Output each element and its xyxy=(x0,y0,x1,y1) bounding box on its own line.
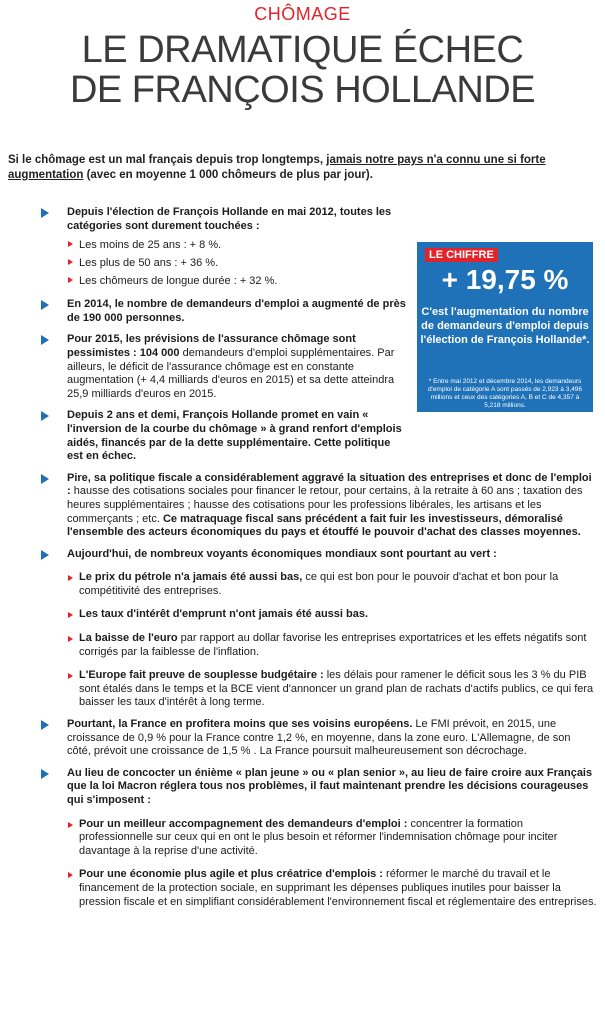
bullet-bold-text: Pire, sa politique fiscale a considérablement aggravé la situation des entreprises et donc de l'emploi : xyxy=(67,471,592,498)
bullet-bold-text: Depuis 2 ans et demi, François Hollande promet en vain « l'inversion de la courbe du chômage » à grand renfort d'emplois aidés, financés par de la dette supplémentaire. Cette politique est en échec. xyxy=(67,409,402,463)
sub-bullet-triangle-icon xyxy=(68,241,73,247)
bullet-item xyxy=(35,767,597,909)
sub-bullet-triangle-icon xyxy=(68,872,73,878)
sub-paragraph-text: concentrer la formation professionnelle sur ceux qui en ont le plus besoin et réformer l'indemnisation chômage pour inciter davantage à la reprise d'une activité. xyxy=(79,817,558,857)
sub-paragraph-bold: Pour un meilleur accompagnement des demandeurs d'emploi : xyxy=(79,817,408,830)
bullet-triangle-icon xyxy=(41,335,49,345)
bullet-item xyxy=(35,206,439,290)
bullet-triangle-icon xyxy=(41,769,49,779)
sub-item-text: Les moins de 25 ans : + 8 %. xyxy=(79,239,222,252)
sub-paragraph xyxy=(67,669,597,710)
bullet-triangle-icon xyxy=(41,550,49,560)
sub-list-item xyxy=(67,236,439,254)
key-figure-number: + 19,75 % xyxy=(441,264,569,295)
bullet-triangle-icon xyxy=(41,411,49,421)
key-figure-box xyxy=(417,242,593,412)
key-figure-text: C'est l'augmentation du nombre de demandeurs d'emploi depuis l'élection de François Hollande*. xyxy=(420,306,590,346)
sub-paragraph xyxy=(67,608,597,622)
sub-bullet-triangle-icon xyxy=(68,612,73,618)
sub-paragraph xyxy=(67,632,597,659)
page-title xyxy=(0,30,605,110)
bullet-bold-text: Aujourd'hui, de nombreux voyants économiques mondiaux sont pourtant au vert : xyxy=(67,547,497,560)
intro-text-1: Si le chômage est un mal français depuis trop longtemps, xyxy=(8,154,327,166)
intro-underlined-text: jamais notre pays n'a connu une si forte augmentation xyxy=(8,154,546,181)
sub-bullet-triangle-icon xyxy=(68,636,73,642)
bullet-item xyxy=(35,333,407,401)
sub-bullet-triangle-icon xyxy=(68,673,73,679)
sub-paragraph-bold: L'Europe fait preuve de souplesse budgétaire : xyxy=(79,669,324,682)
bullet-normal-text: hausse des cotisations sociales pour financer le retour, pour certains, à la retraite à 60 ans ; taxation des heures supplémentaires ; hausse des cotisations pour les professions libérales, les artisans et les commerçants ; etc. xyxy=(67,485,583,525)
bullet-item xyxy=(35,548,597,710)
sub-list xyxy=(67,236,439,290)
sub-paragraph-text: par rapport au dollar favorise les entreprises exportatrices et les effets négatifs sont corrigés par la faiblesse de l'inflation. xyxy=(79,632,587,658)
sub-paragraph-bold: Pour une économie plus agile et plus créatrice d'emplois : xyxy=(79,868,383,881)
sub-bullet-triangle-icon xyxy=(68,575,73,581)
title-line-2: DE FRANÇOIS HOLLANDE xyxy=(69,69,536,111)
sub-paragraph-text: réformer le marché du travail et le financement de la protection sociale, en supprimant les dépenses publiques inutiles pour baisser la pression fiscale et en simplifiant considérablement l'environnement fiscal et réglementaire des entreprises. xyxy=(79,868,597,908)
sub-paragraph xyxy=(67,571,597,598)
bullet-normal-text: demandeurs d'emploi supplémentaires. Par ailleurs, le déficit de l'assurance chômage est en constante augmentation (+ 4,4 milliards d'euros en 2015) et sa dette atteindra 25,9 milliards d'euros en 2015. xyxy=(67,346,395,400)
sub-bullet-triangle-icon xyxy=(68,277,73,283)
intro-text-2: (avec en moyenne 1 000 chômeurs de plus par jour). xyxy=(83,169,373,181)
sub-paragraph xyxy=(67,818,597,859)
bullet-item xyxy=(35,718,597,759)
sub-item-text: Les chômeurs de longue durée : + 32 %. xyxy=(79,275,278,288)
bullet-normal-text: Le FMI prévoit, en 2015, une croissance de 0,9 % pour la France contre 1,2 %, en moyenne, dans la zone euro. L'Allemagne, de son côté, prévoit une croissance de 1,5 % . La France poursuit malheureusement son décrochage. xyxy=(67,718,571,758)
sub-list-item xyxy=(67,272,439,290)
intro-paragraph xyxy=(8,153,598,183)
bullet-bold-text: Depuis l'élection de François Hollande en mai 2012, toutes les catégories sont durement touchées : xyxy=(67,206,392,232)
sub-list-item xyxy=(67,254,439,272)
bullet-item xyxy=(35,409,407,463)
key-figure-footnote: * Entre mai 2012 et décembre 2014, les demandeurs d'emploi de catégorie A sont passés de 2,923 à 3,496 millions et ceux des catégories A, B et C de 4,357 à 5,218 millions. xyxy=(427,378,583,409)
sub-paragraph-text: ce qui est bon pour le pouvoir d'achat et bon pour la compétitivité des entreprises. xyxy=(79,571,559,597)
bullet-triangle-icon xyxy=(41,720,49,730)
sub-bullet-triangle-icon xyxy=(68,822,73,828)
bullet-item xyxy=(35,298,407,325)
sub-paragraph-bold: La baisse de l'euro xyxy=(79,632,178,645)
bullet-triangle-icon xyxy=(41,474,49,484)
sub-bullet-triangle-icon xyxy=(68,259,73,265)
bullet-bold-text: Pour 2015, les prévisions de l'assurance chômage sont pessimistes : 104 000 xyxy=(67,333,356,359)
bullet-bold-text-2: Ce matraquage fiscal sans précédent a fait fuir les investisseurs, démoralisé l'ensemble des acteurs économiques du pays et étouffé le pouvoir d'achat des classes moyennes. xyxy=(67,512,581,539)
bullet-bold-text: Pourtant, la France en profitera moins que ses voisins européens. xyxy=(67,718,413,731)
sub-paragraph xyxy=(67,868,597,909)
bullet-bold-text: Au lieu de concocter un énième « plan jeune » ou « plan senior », au lieu de faire croire aux Français que la loi Macron réglera tous nos problèmes, il faut maintenant prendre les décisions courageuses qui s'imposent : xyxy=(67,766,593,806)
bullet-bold-text: En 2014, le nombre de demandeurs d'emploi a augmenté de près de 190 000 personnes. xyxy=(67,298,406,324)
bullet-triangle-icon xyxy=(41,300,49,310)
section-kicker: CHÔMAGE xyxy=(254,4,351,24)
bullet-item xyxy=(35,472,597,540)
sub-item-text: Les plus de 50 ans : + 36 %. xyxy=(79,257,219,270)
sub-paragraph-bold: Le prix du pétrole n'a jamais été aussi bas, xyxy=(79,571,303,584)
title-line-1: LE DRAMATIQUE ÉCHEC xyxy=(81,29,524,71)
sub-paragraph-bold: Les taux d'intérêt d'emprunt n'ont jamais été aussi bas. xyxy=(79,608,369,621)
bullet-triangle-icon xyxy=(41,208,49,218)
key-figure-tag: LE CHIFFRE xyxy=(425,248,498,262)
sub-paragraph-text: les délais pour ramener le déficit sous les 3 % du PIB sont étalés dans le temps et la BCE vient d'annoncer un grand plan de rachats d'actifs publics, ce qui fera baisser les taux d'intérêt à long terme. xyxy=(79,669,594,709)
